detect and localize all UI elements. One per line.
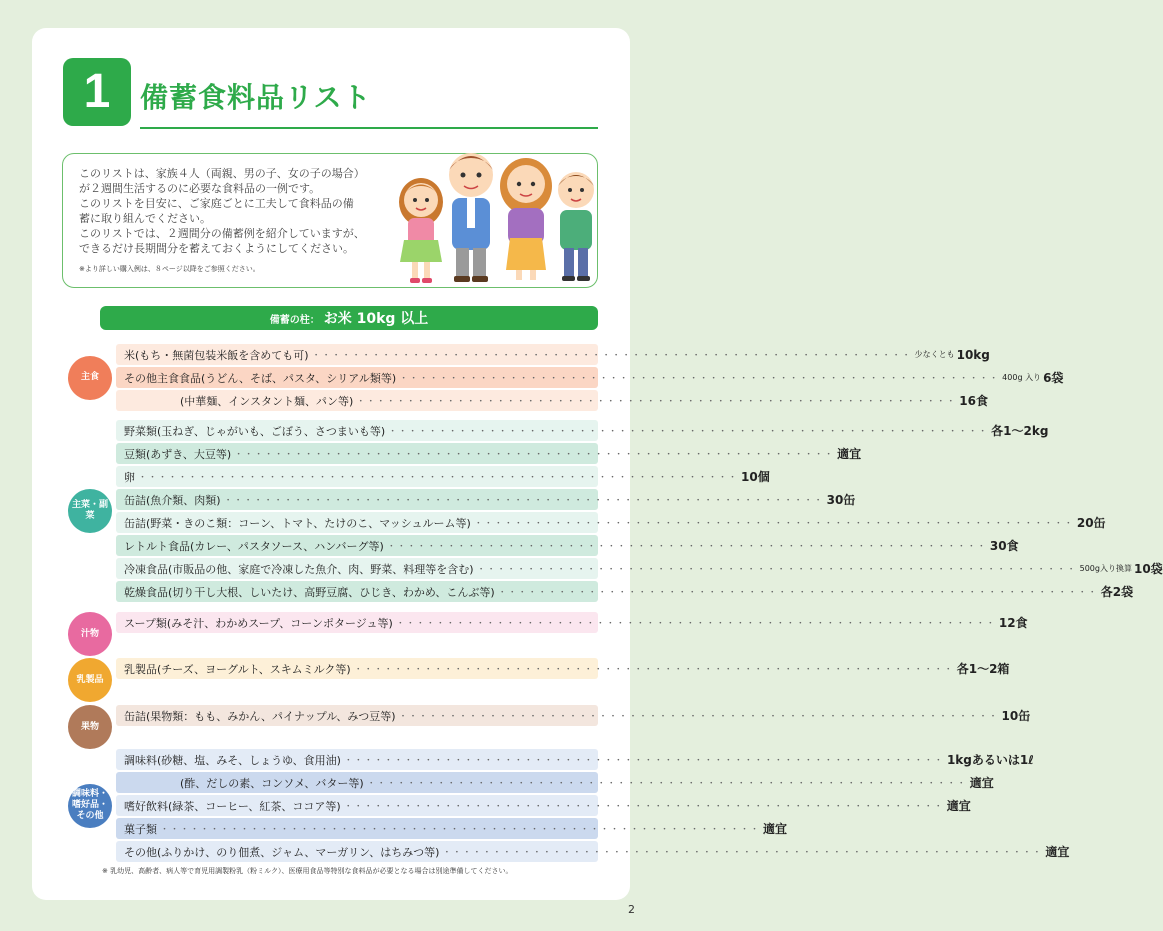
boy-figure <box>558 172 594 281</box>
food-item-row <box>116 612 1028 633</box>
page-title: 備蓄食料品リスト <box>140 81 372 114</box>
food-item-name: (中華麺、インスタント麺、パン等) <box>180 394 354 408</box>
leader-dots: ・・・・・・・・・・・・・・・・・・・・・・・・・・・・・・・・・・・・・・・・・・・・・・・・・・・・・・・・・・・・ <box>343 802 944 812</box>
intro-line: できるだけ長期間分を蓄えておくようにしてください。 <box>79 242 354 255</box>
food-item-name: 冷凍食品(市販品の他、家庭で冷凍した魚介、肉、野菜、料理等を含む) <box>124 562 474 576</box>
category-rows <box>116 749 1070 864</box>
food-item-row <box>116 512 1106 533</box>
leader-dots: ・・・・・・・・・・・・・・・・・・・・・・・・・・・・・・・・・・・・・・・・・・・・・・・・・・・・・・・・・・・・ <box>473 519 1074 529</box>
category-badge: 主菜・副菜 <box>68 489 112 533</box>
food-item-name: 缶詰(果物類：もも、みかん、パイナップル、みつ豆等) <box>124 709 396 723</box>
food-item-name: 缶詰(野菜・きのこ類：コーン、トマト、たけのこ、マッシュルーム等) <box>124 516 471 530</box>
intro-text <box>79 166 399 256</box>
food-item-row <box>116 344 990 365</box>
food-item-row <box>116 772 994 793</box>
leader-dots: ・・・・・・・・・・・・・・・・・・・・・・・・・・・・・・・・・・・・・・・・・・・・・・・・・・・・・・・・・・・・ <box>160 825 761 835</box>
category-badge: 主食 <box>68 356 112 400</box>
leader-dots: ・・・・・・・・・・・・・・・・・・・・・・・・・・・・・・・・・・・・・・・・・・・・・・・・・・・・・・・・・・・・ <box>223 496 824 506</box>
section-number-badge: 1 <box>63 58 131 126</box>
leader-dots: ・・・・・・・・・・・・・・・・・・・・・・・・・・・・・・・・・・・・・・・・・・・・・・・・・・・・・・・・・・・・ <box>398 712 999 722</box>
food-item-row <box>116 749 1034 770</box>
category-rows <box>116 705 1031 728</box>
food-item-name: 米(もち・無菌包装米飯を含めても可) <box>124 348 309 362</box>
food-item-name: 調味料(砂糖、塩、みそ、しょうゆ、食用油) <box>124 753 341 767</box>
food-item-amount: 30食 <box>989 539 1019 553</box>
category-badge: 乳製品 <box>68 658 112 702</box>
category-rows <box>116 612 1028 635</box>
leader-dots: ・・・・・・・・・・・・・・・・・・・・・・・・・・・・・・・・・・・・・・・・・・・・・・・・・・・・・・・・・・・・ <box>395 619 996 629</box>
category-badge: 調味料・嗜好品・その他 <box>68 784 112 828</box>
food-item-amount: 各1～2kg <box>991 424 1049 438</box>
category-badge: 汁物 <box>68 612 112 656</box>
leader-dots: ・・・・・・・・・・・・・・・・・・・・・・・・・・・・・・・・・・・・・・・・・・・・・・・・・・・・・・・・・・・・ <box>343 756 944 766</box>
leader-dots: ・・・・・・・・・・・・・・・・・・・・・・・・・・・・・・・・・・・・・・・・・・・・・・・・・・・・・・・・・・・・ <box>497 588 1098 598</box>
food-item-amount: 10kg <box>956 347 990 362</box>
food-item-name: レトルト食品(カレー、パスタソース、ハンバーグ等) <box>124 539 384 553</box>
food-item-name: その他主食食品(うどん、そば、パスタ、シリアル類等) <box>124 371 397 385</box>
food-item-name: 野菜類(玉ねぎ、じゃがいも、ごぼう、さつまいも等) <box>124 424 386 438</box>
category-badge: 果物 <box>68 705 112 749</box>
food-item-row <box>116 466 770 487</box>
food-item-amount: 12食 <box>998 616 1028 630</box>
food-item-name: 卵 <box>124 470 135 484</box>
content-card <box>32 28 1163 900</box>
intro-line: このリストを目安に、ご家庭ごとに工夫して食料品の備 <box>79 197 354 210</box>
food-item-name: (酢、だしの素、コンソメ、バター等) <box>180 776 364 790</box>
food-item-name: スープ類(みそ汁、わかめスープ、コーンポタージュ等) <box>124 616 393 630</box>
leader-dots: ・・・・・・・・・・・・・・・・・・・・・・・・・・・・・・・・・・・・・・・・・・・・・・・・・・・・・・・・・・・・ <box>353 665 954 675</box>
leader-dots: ・・・・・・・・・・・・・・・・・・・・・・・・・・・・・・・・・・・・・・・・・・・・・・・・・・・・・・・・・・・・ <box>234 450 835 460</box>
food-item-name: 乳製品(チーズ、ヨーグルト、スキムミルク等) <box>124 662 351 676</box>
amount-qualifier: 少なくとも <box>914 350 955 359</box>
food-item-amount: 適宜 <box>837 447 862 461</box>
leader-dots: ・・・・・・・・・・・・・・・・・・・・・・・・・・・・・・・・・・・・・・・・・・・・・・・・・・・・・・・・・・・・ <box>476 565 1077 575</box>
food-item-row <box>116 535 1019 556</box>
food-item-name: 豆類(あずき、大豆等) <box>124 447 232 461</box>
food-item-row <box>116 420 1049 441</box>
food-item-amount: 30缶 <box>826 493 856 507</box>
pillar-value: お米 10kg 以上 <box>323 311 429 327</box>
food-item-name: その他(ふりかけ、のり佃煮、ジャム、マーガリン、はちみつ等) <box>124 845 440 859</box>
food-item-row <box>116 489 856 510</box>
food-item-row <box>116 581 1134 602</box>
food-item-amount: 適宜 <box>1045 845 1070 859</box>
food-item-row <box>116 818 788 839</box>
food-item-name: 乾燥食品(切り干し大根、しいたけ、高野豆腐、ひじき、わかめ、こんぶ等) <box>124 585 495 599</box>
food-item-row <box>116 841 1070 862</box>
food-item-row <box>116 558 1163 579</box>
pillar-label: 備蓄の柱： <box>269 315 320 326</box>
leader-dots: ・・・・・・・・・・・・・・・・・・・・・・・・・・・・・・・・・・・・・・・・・・・・・・・・・・・・・・・・・・・・ <box>366 779 967 789</box>
leader-dots: ・・・・・・・・・・・・・・・・・・・・・・・・・・・・・・・・・・・・・・・・・・・・・・・・・・・・・・・・・・・・ <box>399 374 1000 384</box>
food-item-amount: 10缶 <box>1001 709 1031 723</box>
food-item-amount: 16食 <box>959 394 988 408</box>
leader-dots: ・・・・・・・・・・・・・・・・・・・・・・・・・・・・・・・・・・・・・・・・・・・・・・・・・・・・・・・・・・・・ <box>388 427 989 437</box>
category-rows <box>116 658 1010 681</box>
food-item-amount: 適宜 <box>969 776 994 790</box>
food-item-name: 嗜好飲料(緑茶、コーヒー、紅茶、ココア等) <box>124 799 341 813</box>
category-rows <box>116 344 1064 413</box>
food-item-row <box>116 367 1064 388</box>
intro-note: ※より詳しい購入例は、８ページ以降をご参照ください。 <box>79 265 260 273</box>
food-item-row <box>116 795 971 816</box>
intro-line: 蓄に取り組んでください。 <box>79 212 211 225</box>
food-item-row <box>116 705 1031 726</box>
food-item-amount: 1kgあるいは1ℓ <box>946 753 1034 767</box>
family-illustration <box>386 120 606 285</box>
intro-line: このリストは、家族４人（両親、男の子、女の子の場合） <box>79 167 365 180</box>
page-number: 2 <box>628 903 635 916</box>
intro-line: が２週間生活するのに必要な食料品の一例です。 <box>79 182 321 195</box>
leader-dots: ・・・・・・・・・・・・・・・・・・・・・・・・・・・・・・・・・・・・・・・・・・・・・・・・・・・・・・・・・・・・ <box>138 473 739 483</box>
food-item-amount: 10袋 <box>1133 562 1163 576</box>
food-item-row <box>116 443 862 464</box>
food-item-name: 菓子類 <box>124 822 157 836</box>
father-figure <box>449 153 493 282</box>
leader-dots: ・・・・・・・・・・・・・・・・・・・・・・・・・・・・・・・・・・・・・・・・・・・・・・・・・・・・・・・・・・・・ <box>386 542 987 552</box>
stockpile-pillar-banner <box>100 306 598 330</box>
girl-figure <box>399 178 443 283</box>
food-item-amount: 適宜 <box>763 822 788 836</box>
food-item-amount: 10個 <box>741 470 770 484</box>
intro-line: このリストでは、２週間分の備蓄例を紹介していますが、 <box>79 227 365 240</box>
footnote: ※ 乳幼児、高齢者、病人等で育児用調製粉乳（粉ミルク）、医療用食品等特別な食料品が必要となる場合は別途準備してください。 <box>102 867 513 875</box>
leader-dots: ・・・・・・・・・・・・・・・・・・・・・・・・・・・・・・・・・・・・・・・・・・・・・・・・・・・・・・・・・・・・ <box>442 848 1043 858</box>
food-item-amount: 各2袋 <box>1100 585 1134 599</box>
amount-qualifier: 400g 入り <box>1002 373 1042 382</box>
food-item-amount: 6袋 <box>1043 371 1064 385</box>
food-item-amount: 20缶 <box>1076 516 1106 530</box>
leader-dots: ・・・・・・・・・・・・・・・・・・・・・・・・・・・・・・・・・・・・・・・・・・・・・・・・・・・・・・・・・・・・ <box>311 351 912 361</box>
food-item-amount: 適宜 <box>946 799 971 813</box>
food-item-name: 缶詰(魚介類、肉類) <box>124 493 221 507</box>
food-item-row <box>116 390 988 411</box>
amount-qualifier: 500g入り換算 <box>1079 564 1132 573</box>
leader-dots: ・・・・・・・・・・・・・・・・・・・・・・・・・・・・・・・・・・・・・・・・・・・・・・・・・・・・・・・・・・・・ <box>356 397 957 407</box>
category-rows <box>116 420 1163 604</box>
food-item-row <box>116 658 1010 679</box>
mother-figure <box>500 158 552 280</box>
food-item-amount: 各1～2箱 <box>956 662 1010 676</box>
